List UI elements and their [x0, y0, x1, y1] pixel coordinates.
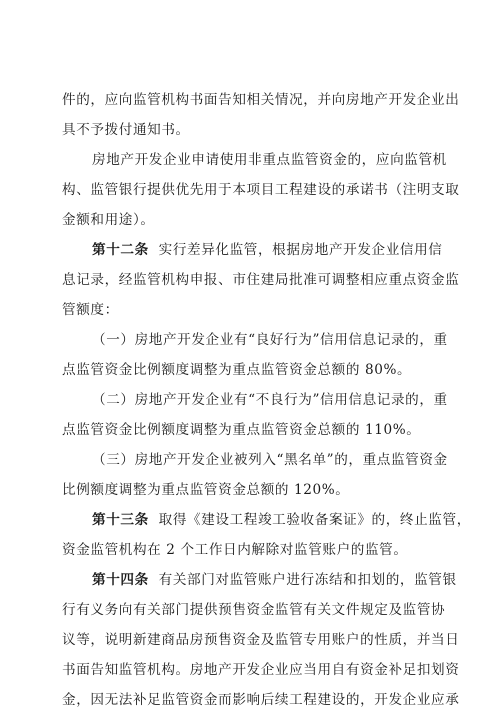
article-12-heading: 第十二条 实行差异化监管，根据房地产开发企业信用信: [92, 242, 443, 258]
article-13-heading: 第十三条 取得《建设工程竣工验收备案证》的，终止监管，: [92, 512, 471, 528]
text-line: 书面告知监管机构。房地产开发企业应当用自有资金补足扣划资: [62, 662, 460, 678]
text-line: 管额度：: [62, 302, 119, 318]
article-14-heading: 第十四条 有关部门对监管账户进行冻结和扣划的，监管银: [92, 572, 457, 588]
text-line: （二）房地产开发企业有“不良行为”信用信息记录的，重: [92, 392, 448, 408]
text-line: 点监管资金比例额度调整为重点监管资金总额的 110%。: [62, 422, 421, 438]
text-line: 行有义务向有关部门提供预售资金监管有关文件规定及监管协: [62, 602, 446, 618]
text-line: 金额和用途）。: [62, 212, 155, 228]
text-line: 构、监管银行提供优先用于本项目工程建设的承诺书（注明支取: [62, 182, 460, 198]
text-line: 金，因无法补足监管资金而影响后续工程建设的，开发企业应承: [62, 692, 460, 708]
text-line: 息记录，经监管机构申报、市住建局批准可调整相应重点资金监: [62, 272, 460, 288]
text-line: 具不予拨付通知书。: [62, 122, 190, 138]
text-line: 件的，应向监管机构书面告知相关情况，并向房地产开发企业出: [62, 92, 460, 108]
text-line: 点监管资金比例额度调整为重点监管资金总额的 80%。: [62, 362, 412, 378]
text-line: （一）房地产开发企业有“良好行为”信用信息记录的，重: [92, 332, 448, 348]
text-line: 议等，说明新建商品房预售资金及监管专用账户的性质，并当日: [62, 632, 460, 648]
text-line: 资金监管机构在 2 个工作日内解除对监管账户的监管。: [62, 542, 408, 558]
text-line: 房地产开发企业申请使用非重点监管资金的，应向监管机: [92, 152, 447, 168]
text-line: （三）房地产开发企业被列入“黑名单”的，重点监管资金: [92, 452, 448, 468]
text-line: 比例额度调整为重点监管资金总额的 120%。: [62, 482, 350, 498]
